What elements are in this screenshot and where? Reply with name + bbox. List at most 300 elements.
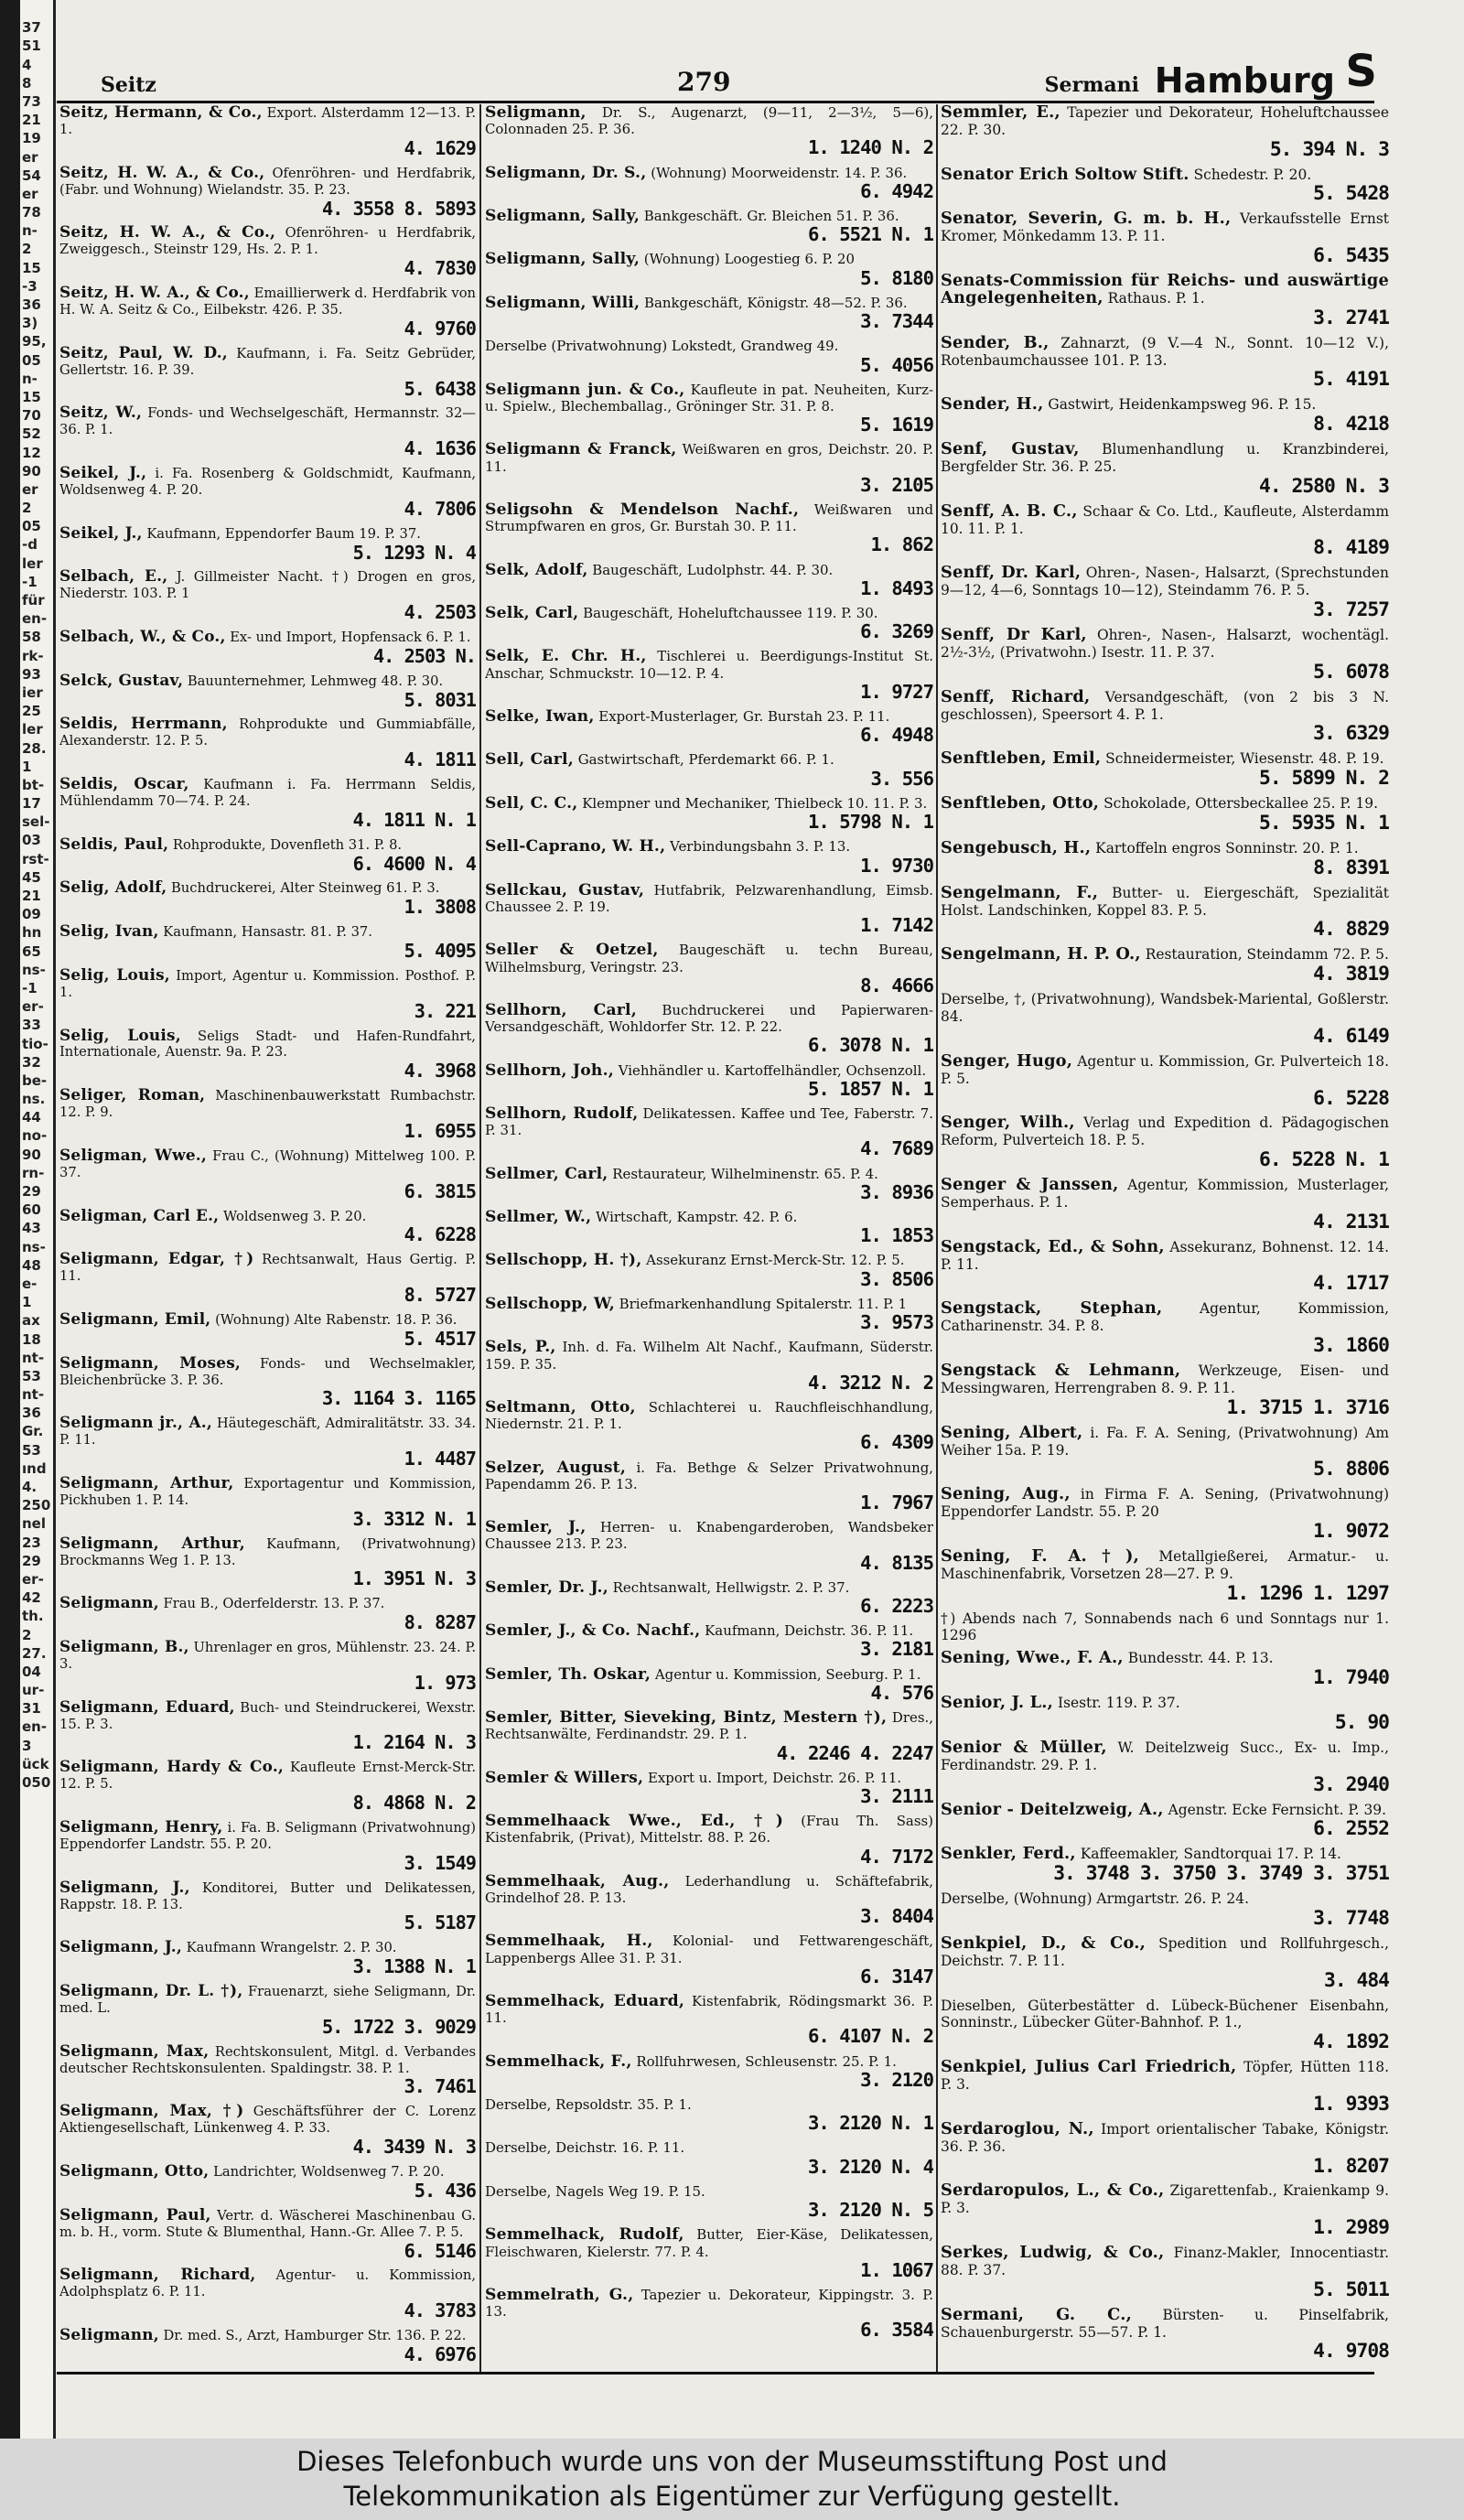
entry-phone-number: 3. 7748: [1313, 1906, 1389, 1930]
entry-phone-number: 3. 8506: [860, 1267, 933, 1290]
directory-entry: [59, 1415, 476, 1475]
entry-details: (Wohnung) Alte Rabenstr. 18. P. 36.: [215, 1311, 458, 1328]
directory-entry: [941, 1486, 1389, 1548]
directory-entry: [59, 462, 476, 525]
edge-fragment: 44: [22, 1109, 41, 1126]
directory-entry: [59, 836, 476, 880]
entry-details: Finanz-Makler, Innocentiastr. 88. P. 37.: [941, 2245, 1389, 2278]
entry-phone-number: 5. 6078: [1313, 660, 1389, 684]
directory-entry: [59, 2103, 476, 2163]
entry-name: Seldis, Herrmann,: [59, 714, 228, 733]
edge-fragment: -3: [22, 277, 38, 295]
edge-fragment: en-: [22, 1718, 48, 1736]
entry-details: Verlag und Expedition d. Pädagogischen Reform, Pulverteich 18. P. 5.: [941, 1115, 1389, 1149]
edge-fragment: 2: [22, 1626, 32, 1643]
edge-fragment: sel-: [22, 813, 50, 831]
directory-entry: [485, 2053, 933, 2096]
entry-phone-number: 6. 5435: [1313, 244, 1389, 268]
entry-name: Seitz, Paul, W. D.,: [59, 342, 228, 361]
directory-entry: [485, 2226, 933, 2287]
edge-fragment: ns-: [22, 961, 46, 978]
entry-details: Kaufmann, Eppendorfer Baum 19. P. 37.: [146, 525, 421, 542]
directory-entry: [59, 716, 476, 776]
entry-name: Seligmann, Max,: [59, 2041, 210, 2060]
directory-entry: [941, 1739, 1389, 1802]
entry-phone-number: 1. 8207: [1313, 2154, 1389, 2178]
entry-details: i. Fa. Bethge & Selzer Privatwohnung, Papendamm 26. P. 13.: [485, 1459, 933, 1492]
edge-fragment: er-: [22, 1570, 44, 1588]
entry-details: Kartoffeln engros Sonninstr. 20. P. 1.: [1095, 839, 1359, 856]
edge-fragment: ler: [22, 721, 43, 738]
directory-entry: [485, 2287, 933, 2347]
entry-name: Seligmann, Eduard,: [59, 1696, 235, 1716]
edge-fragment: ns.: [22, 1091, 46, 1108]
directory-entry: [941, 2118, 1389, 2183]
entry-details: Baugeschäft, Hoheluftchaussee 119. P. 30.: [583, 605, 878, 621]
directory-entry: [59, 2204, 476, 2267]
entry-details: (Frau Th. Sass) Kistenfabrik, (Privat), Mittelstr. 88. P. 26.: [485, 1813, 933, 1847]
directory-entry: [941, 503, 1389, 565]
entry-details: Bundesstr. 44. P. 13.: [1127, 1650, 1274, 1667]
edge-fragment: 37: [22, 19, 41, 37]
edge-fragment: 09: [22, 906, 41, 923]
entry-name: Seltmann, Otto,: [485, 1397, 636, 1416]
directory-entry: [941, 396, 1389, 441]
edge-fragment: 42: [22, 1589, 41, 1607]
entry-details: Dres., Rechtsanwälte, Ferdinandstr. 29. P. 1.: [485, 1709, 933, 1743]
entry-name: Serkes, Ludwig, & Co.,: [941, 2243, 1165, 2263]
entry-details: Tischlerei u. Beerdigungs-Institut St. Anschar, Schmuckstr. 10—12. P. 4.: [485, 648, 933, 682]
directory-entry: [941, 1177, 1389, 1239]
entry-details: Buchdruckerei, Alter Steinweg 61. P. 3.: [171, 880, 440, 897]
edge-fragment: 250: [22, 1497, 51, 1514]
entry-phone-number: 4. 1717: [1313, 1272, 1389, 1296]
directory-entry: [941, 2059, 1389, 2121]
entry-name: Semler, J.,: [485, 1518, 587, 1537]
entry-name: Semmler, E.,: [941, 104, 1060, 122]
entry-details: Weißwaren und Strumpfwaren en gros, Gr. Burstah 30. P. 11.: [485, 501, 933, 535]
entry-details: Bankgeschäft. Gr. Bleichen 51. P. 36.: [643, 208, 899, 225]
entry-phone-number: 3. 7344: [860, 310, 933, 333]
edge-fragment: nt-: [22, 1386, 45, 1404]
entry-phone-number: 3. 2120 N. 5: [807, 2199, 933, 2222]
entry-name: Selig, Louis,: [59, 964, 170, 984]
directory-entry: [59, 1636, 476, 1699]
entry-name: Seitz, Hermann, & Co.,: [59, 104, 263, 121]
edge-fragment: 36: [22, 1405, 41, 1422]
entry-details: Bauunternehmer, Lehmweg 48. P. 30.: [187, 673, 444, 689]
entry-name: Senff, A. B. C.,: [941, 501, 1078, 521]
entry-phone-number: 3. 2181: [860, 1638, 933, 1661]
edge-fragment: 1: [22, 758, 32, 775]
entry-details: Inh. d. Fa. Wilhelm Alt Nachf., Kaufmann, Süderstr. 159. P. 35.: [485, 1339, 933, 1373]
header-letter: S: [1345, 46, 1377, 97]
footer-rule: [57, 2372, 1374, 2375]
directory-entry: [59, 342, 476, 405]
entry-name: Seligman, Wwe.,: [59, 1145, 207, 1164]
entry-phone-number: 1. 7967: [860, 1492, 933, 1514]
edge-fragment: 36: [22, 296, 41, 313]
entry-phone-number: 5. 6438: [404, 377, 476, 400]
entry-details: Dr. med. S., Arzt, Hamburger Str. 136. P. 22.: [163, 2327, 467, 2343]
entry-details: Versandgeschäft, (von 2 bis 3 N. geschlossen), Speersort 4. P. 1.: [941, 688, 1389, 723]
entry-details: Assekuranz, Bohnenst. 12. 14. P. 11.: [941, 1238, 1389, 1273]
footer-line-1: Dieses Telefonbuch wurde uns von der Museumsstiftung Post und: [296, 2446, 1168, 2477]
entry-details: Derselbe, Repsoldstr. 35. P. 1.: [485, 2096, 692, 2114]
entry-name: Seligmann, Dr. S.,: [485, 163, 647, 182]
entry-details: W. Deitelzweig Succ., Ex- u. Imp., Ferdinandstr. 29. P. 1.: [941, 1739, 1389, 1773]
entry-name: Semler, Dr. J.,: [485, 1578, 608, 1597]
entry-details: Bürsten- u. Pinselfabrik, Schauenburgerstr. 55—57. P. 1.: [941, 2306, 1389, 2341]
entry-details: Rechtskonsulent, Mitgl. d. Verbandes deutscher Rechtskonsulenten. Spaldingstr. 38. P. 1.: [59, 2043, 476, 2076]
edge-fragment: rk-: [22, 647, 44, 664]
entry-phone-number: 6. 2552: [1313, 1817, 1389, 1841]
directory-entry: [485, 1209, 933, 1252]
entry-details: Woldsenweg 3. P. 20.: [222, 1208, 367, 1224]
entry-phone-number: 4. 1629: [404, 136, 476, 159]
entry-details: Buchdruckerei und Papierwaren-Versandgeschäft, Wohldorfer Str. 12. P. 22.: [485, 1001, 933, 1036]
entry-name: Senior & Müller,: [941, 1737, 1107, 1757]
edge-fragment: 31: [22, 1700, 41, 1718]
entry-details: Rechtsanwalt, Haus Gertig. P. 11.: [59, 1252, 476, 1285]
entry-phone-number: 1. 862: [870, 533, 933, 556]
entry-name: Seligmann, Richard,: [59, 2265, 256, 2284]
edge-fragment: 2: [22, 500, 32, 517]
entry-name: Seldis, Oscar,: [59, 774, 189, 793]
entry-details: Export. Alsterdamm 12—13. P. 1.: [59, 105, 476, 137]
entry-details: Buch- und Steindruckerei, Wexstr. 15. P. 3.: [59, 1699, 476, 1732]
edge-fragment: 60: [22, 1201, 41, 1219]
header-city: Hamburg: [1154, 60, 1335, 101]
entry-name: Serdaropulos, L., & Co.,: [941, 2181, 1165, 2201]
entry-phone-number: 4. 9708: [1313, 2340, 1389, 2364]
entry-details: Kaufmann Wrangelstr. 2. P. 30.: [186, 1940, 397, 1956]
entry-details: Schneidermeister, Wiesenstr. 48. P. 19.: [1105, 750, 1384, 768]
entry-details: Frau C., (Wohnung) Mittelweg 100. P. 37.: [59, 1147, 476, 1180]
entry-name: Senior, J. L.,: [941, 1693, 1054, 1713]
directory-entry: [59, 1816, 476, 1879]
entry-name: Seligmann,: [485, 104, 587, 122]
entry-phone-number: 5. 4056: [860, 353, 933, 376]
entry-details: Ofenröhren- und Herdfabrik, (Fabr. und Wohnung) Wielandstr. 35. P. 23.: [59, 165, 476, 198]
facing-page-edge: [20, 0, 56, 2439]
entry-name: Selig, Louis,: [59, 1025, 181, 1044]
edge-fragment: 52: [22, 425, 41, 443]
directory-entry: [59, 1251, 476, 1311]
edge-fragment: 05: [22, 351, 41, 369]
column-divider: [936, 104, 938, 2374]
entry-name: Sening, Wwe., F. A.,: [941, 1648, 1124, 1668]
entry-phone-number: 4. 2503: [404, 601, 476, 624]
entry-name: Sellhorn, Carl,: [485, 1000, 637, 1019]
edge-fragment: ier: [22, 684, 43, 701]
edge-fragment: 43: [22, 1220, 41, 1237]
directory-entry: [59, 1759, 476, 1819]
entry-details: Exportagentur und Kommission, Pickhuben 1. P. 14.: [59, 1475, 476, 1508]
entry-details: Butter- u. Eiergeschäft, Spezialität Holst. Landschinken, Koppel 83. P. 5.: [941, 884, 1389, 919]
directory-entry: [941, 2304, 1389, 2369]
directory-entry: [485, 2183, 933, 2226]
entry-phone-number: 1. 7940: [1313, 1666, 1389, 1690]
directory-entry: [59, 1696, 476, 1760]
entry-phone-number: 6. 3078 N. 1: [807, 1034, 933, 1057]
directory-entry: [59, 1147, 476, 1208]
directory-entry: [485, 605, 933, 648]
column-divider: [479, 104, 481, 2374]
directory-entry: [485, 1873, 933, 1933]
entry-details: Viehhändler u. Kartoffelhändler, Ochsenzoll.: [618, 1061, 927, 1079]
entry-phone-number: 4. 7830: [404, 257, 476, 280]
edge-fragment: 93: [22, 665, 41, 683]
entry-name: Sening, Albert,: [941, 1422, 1083, 1442]
entry-phone-number: 1. 9730: [860, 854, 933, 877]
entry-name: Selk, Adolf,: [485, 560, 588, 579]
entry-phone-number: 4. 1811 N. 1: [352, 808, 476, 831]
entry-details: Kaufleute in pat. Neuheiten, Kurz- u. Spielw., Blechemballag., Gröninger Str. 31. P. 8.: [485, 381, 933, 415]
entry-name: Sening, Aug.,: [941, 1484, 1071, 1504]
entry-details: Kaufmann, Deichstr. 36. P. 11.: [705, 1622, 914, 1640]
directory-entry: [59, 1087, 476, 1147]
entry-details: Maschinenbauwerkstatt Rumbachstr. 12. P. 9.: [59, 1088, 476, 1121]
directory-entry: [485, 1519, 933, 1579]
entry-details: Metallgießerei, Armatur.- u. Maschinenfabrik, Vorsetzen 28—27. P. 9.: [941, 1547, 1389, 1582]
directory-entry: [941, 627, 1389, 689]
entry-phone-number: 4. 7689: [860, 1137, 933, 1160]
directory-entry: [485, 882, 933, 942]
directory-entry: [941, 795, 1389, 840]
entry-name: Seikel, J.,: [59, 462, 147, 481]
edge-fragment: 23: [22, 1534, 41, 1551]
entry-name: Seliger, Roman,: [59, 1085, 206, 1104]
entry-phone-number: 3. 3748 3. 3750 3. 3749 3. 3751: [1053, 1862, 1389, 1886]
entry-phone-number: 5. 436: [414, 2179, 476, 2202]
edge-fragment: 3): [22, 315, 38, 332]
entry-name: Semmelrath, G.,: [485, 2285, 634, 2304]
entry-name: Seligmann, Sally,: [485, 250, 640, 269]
edge-fragment: 28.: [22, 739, 47, 757]
entry-phone-number: 5. 1619: [860, 414, 933, 436]
edge-fragment: 29: [22, 1183, 41, 1200]
page-header: [101, 44, 1377, 101]
entry-name: Seligman, Carl E.,: [59, 1205, 220, 1224]
entry-name: Senats-Commission für Reichs- und auswärtige Angelegenheiten,: [941, 271, 1389, 307]
directory-entry: [941, 1935, 1389, 1998]
directory-entry: [485, 1062, 933, 1105]
entry-details: Werkzeuge, Eisen- und Messingwaren, Herrengraben 8. 9. P. 11.: [941, 1362, 1389, 1396]
edge-fragment: 53: [22, 1441, 41, 1459]
entry-phone-number: 6. 4948: [860, 724, 933, 747]
entry-details: Häutegeschäft, Admiralitätstr. 33. 34. P. 11.: [59, 1416, 476, 1448]
entry-details: Kaufmann, i. Fa. Seitz Gebrüder, Gellertstr. 16. P. 39.: [59, 345, 476, 378]
entry-name: Semler, Th. Oskar,: [485, 1664, 651, 1684]
entry-details: Schaar & Co. Ltd., Kaufleute, Alsterdamm 10. 11. P. 1.: [941, 502, 1389, 537]
edge-fragment: 25: [22, 703, 41, 720]
directory-entry: [59, 1939, 476, 1983]
edge-fragment: 65: [22, 942, 41, 960]
entry-name: Seligmann,: [59, 2324, 159, 2343]
directory-entry: [485, 1002, 933, 1062]
directory-entry: [485, 1770, 933, 1813]
entry-phone-number: 6. 3584: [860, 2319, 933, 2342]
edge-fragment: n-: [22, 370, 38, 387]
directory-entry: [59, 1595, 476, 1639]
directory-entry: [941, 104, 1389, 167]
entry-details: Bankgeschäft, Königstr. 48—52. P. 36.: [643, 294, 908, 311]
directory-entry: [485, 501, 933, 562]
entry-details: Export-Musterlager, Gr. Burstah 23. P. 11.: [598, 708, 890, 726]
edge-fragment: 15: [22, 388, 41, 405]
entry-details: Vertr. d. Wäscherei Maschinenbau G. m. b. H., vorm. Stute & Blumenthal, Hann.-Gr. Allee 7. P. 5.: [59, 2207, 476, 2240]
entry-phone-number: 3. 6329: [1313, 722, 1389, 746]
entry-phone-number: 5. 90: [1334, 1710, 1389, 1734]
directory-entry: [59, 923, 476, 967]
entry-phone-number: 1. 3715 1. 3716: [1226, 1395, 1389, 1419]
directory-entry: [485, 1993, 933, 2053]
directory-entry: [941, 273, 1389, 335]
directory-entry: [59, 1879, 476, 1940]
edge-fragment: 32: [22, 1053, 41, 1071]
entry-phone-number: 3. 2120 N. 1: [807, 2112, 933, 2135]
entry-name: Senf, Gustav,: [941, 439, 1080, 459]
entry-details: Frauenarzt, siehe Seligmann, Dr. med. L.: [59, 1983, 476, 2016]
directory-entry: [485, 1666, 933, 1709]
directory-entry: [59, 1025, 476, 1088]
entry-name: Sell, Carl,: [485, 750, 574, 770]
entry-details: i. Fa. F. A. Sening, (Privatwohnung) Am Weiher 15a. P. 19.: [941, 1424, 1389, 1459]
directory-entry: [941, 565, 1389, 627]
entry-phone-number: 6. 3815: [404, 1179, 476, 1202]
directory-entry: [941, 1050, 1389, 1115]
directory-entry: [485, 1622, 933, 1665]
entry-details: Derselbe, Nagels Weg 19. P. 15.: [485, 2182, 705, 2200]
footer-notice: [0, 2439, 1464, 2520]
entry-phone-number: 4. 6149: [1313, 1024, 1389, 1048]
entry-phone-number: 5. 5899 N. 2: [1259, 767, 1389, 791]
directory-entry: [941, 1236, 1389, 1301]
entry-name: Senkler, Ferd.,: [941, 1844, 1076, 1864]
entry-details: Ohren-, Nasen-, Halsarzt, (Sprechstunden 9—12, 4—6, Sonntags 10—12), Steindamm 76. P. 5.: [941, 565, 1389, 599]
entry-details: Kaufmann i. Fa. Herrmann Seldis, Mühlendamm 70—74. P. 24.: [59, 777, 476, 809]
entry-details: Konditorei, Butter und Delikatessen, Rappstr. 18. P. 13.: [59, 1879, 476, 1912]
directory-entry: [941, 1846, 1389, 1890]
directory-entry: [941, 1545, 1389, 1610]
entry-phone-number: 3. 8404: [860, 1905, 933, 1928]
entry-phone-number: 4. 1636: [404, 437, 476, 460]
edge-fragment: -d: [22, 536, 38, 554]
entry-name: Seligmann, Willi,: [485, 293, 640, 312]
entry-details: Ofenröhren- u Herdfabrik, Zweiggesch., Steinstr 129, Hs. 2. P. 1.: [59, 225, 476, 258]
entry-phone-number: 1. 1067: [860, 2258, 933, 2281]
entry-phone-number: 6. 3147: [860, 1965, 933, 1987]
directory-entry: [941, 946, 1389, 991]
entry-name: Seligmann, Arthur,: [59, 1472, 234, 1492]
entry-name: Sengebusch, H.,: [941, 837, 1092, 857]
directory-entry: [485, 942, 933, 1002]
entry-name: Selk, Carl,: [485, 604, 579, 622]
edge-fragment: 21: [22, 888, 41, 904]
entry-phone-number: 8. 4189: [1313, 536, 1389, 560]
entry-details: Schedestr. P. 20.: [1193, 166, 1312, 183]
entry-details: Uhrenlager en gros, Mühlenstr. 23. 24. P. 3.: [59, 1639, 476, 1672]
entry-name: Seligmann, Sally,: [485, 207, 640, 226]
entry-phone-number: 5. 5935 N. 1: [1259, 812, 1389, 835]
entry-details: Frau B., Oderfelderstr. 13. P. 37.: [163, 1596, 385, 1612]
entry-details: Import, Agentur u. Kommission. Posthof. P. 1.: [59, 967, 476, 1000]
directory-entry: [59, 282, 476, 345]
directory-entry: [59, 964, 476, 1028]
directory-entry: [485, 338, 933, 381]
entry-name: Seligmann, Hardy & Co.,: [59, 1757, 284, 1776]
entry-name: Seligmann, Moses,: [59, 1352, 242, 1372]
column-1: [59, 104, 476, 2370]
edge-fragment: 19: [22, 130, 41, 147]
edge-fragment: 1: [22, 1294, 32, 1311]
entry-details: Spedition und Rollfuhrgesch., Deichstr. 7. P. 11.: [941, 1934, 1389, 1969]
entry-details: Rohprodukte, Dovenfleth 31. P. 8.: [172, 836, 403, 853]
edge-fragment: 48: [22, 1256, 41, 1274]
entry-details: Emaillierwerk d. Herdfabrik von H. W. A. Seitz & Co., Eilbekstr. 426. P. 35.: [59, 285, 476, 318]
edge-fragment: nt-: [22, 1349, 45, 1366]
edge-fragment: rn-: [22, 1164, 45, 1181]
directory-entry: [485, 708, 933, 751]
entry-details: Kolonial- und Fettwarengeschäft, Lappenbergs Allee 31. P. 31.: [485, 1933, 933, 1966]
edge-fragment: 8: [22, 74, 32, 92]
entry-details: Rathaus. P. 1.: [1107, 289, 1205, 307]
entry-details: Restaurateur, Wilhelminenstr. 65. P. 4.: [612, 1165, 878, 1182]
entry-details: Dr. S., Augenarzt, (9—11, 2—3½, 5—6), Colonnaden 25. P. 36.: [485, 104, 933, 138]
entry-name: Seitz, H. W. A., & Co.,: [59, 162, 265, 181]
directory-entry: [485, 165, 933, 208]
entry-name: Sellhorn, Joh.,: [485, 1061, 614, 1080]
entry-name: Seligmann jun. & Co.,: [485, 380, 685, 399]
entry-phone-number: 5. 1293 N. 4: [352, 541, 476, 564]
directory-entry: [59, 879, 476, 923]
entry-name: Senger, Hugo,: [941, 1050, 1073, 1071]
entry-name: Semmelhack, Eduard,: [485, 1992, 685, 2011]
edge-fragment: rst-: [22, 850, 49, 867]
entry-name: Seligmann, Dr. L. †),: [59, 1980, 243, 1999]
directory-entry: [941, 441, 1389, 503]
edge-fragment: 45: [22, 868, 41, 886]
entry-name: Senkpiel, Julius Carl Friedrich,: [941, 2057, 1237, 2077]
edge-fragment: er-: [22, 998, 44, 1016]
entry-name: Seligmann, B.,: [59, 1636, 189, 1655]
entry-name: Selzer, August,: [485, 1458, 626, 1477]
entry-phone-number: 1. 4487: [404, 1448, 476, 1470]
edge-fragment: 95,: [22, 333, 47, 350]
entry-name: Seligmann jr., A.,: [59, 1413, 212, 1432]
entry-phone-number: 5. 8031: [404, 688, 476, 711]
directory-entry: [59, 1472, 476, 1535]
entry-phone-number: 1. 1240 N. 2: [807, 136, 933, 159]
entry-details: Agentur u. Kommission, Seeburg. P. 1.: [654, 1665, 921, 1683]
entry-name: Sender, B.,: [941, 332, 1050, 352]
directory-entry: [485, 838, 933, 881]
entry-name: Semmelhack, F.,: [485, 2052, 632, 2071]
entry-phone-number: 8. 4666: [860, 974, 933, 996]
entry-phone-number: 4. 3968: [404, 1060, 476, 1082]
entry-phone-number: 3. 221: [414, 999, 476, 1022]
edge-fragment: ns-: [22, 1238, 46, 1255]
entry-phone-number: 4. 2580 N. 3: [1259, 474, 1389, 498]
entry-details: Weißwaren en gros, Deichstr. 20. P. 11.: [485, 441, 933, 475]
entry-phone-number: 1. 1853: [860, 1224, 933, 1247]
entry-phone-number: 3. 9573: [860, 1311, 933, 1334]
edge-fragment: 03: [22, 832, 41, 849]
directory-entry: [485, 2096, 933, 2139]
directory-entry: [59, 404, 476, 465]
entry-phone-number: 5. 5187: [404, 1912, 476, 1934]
